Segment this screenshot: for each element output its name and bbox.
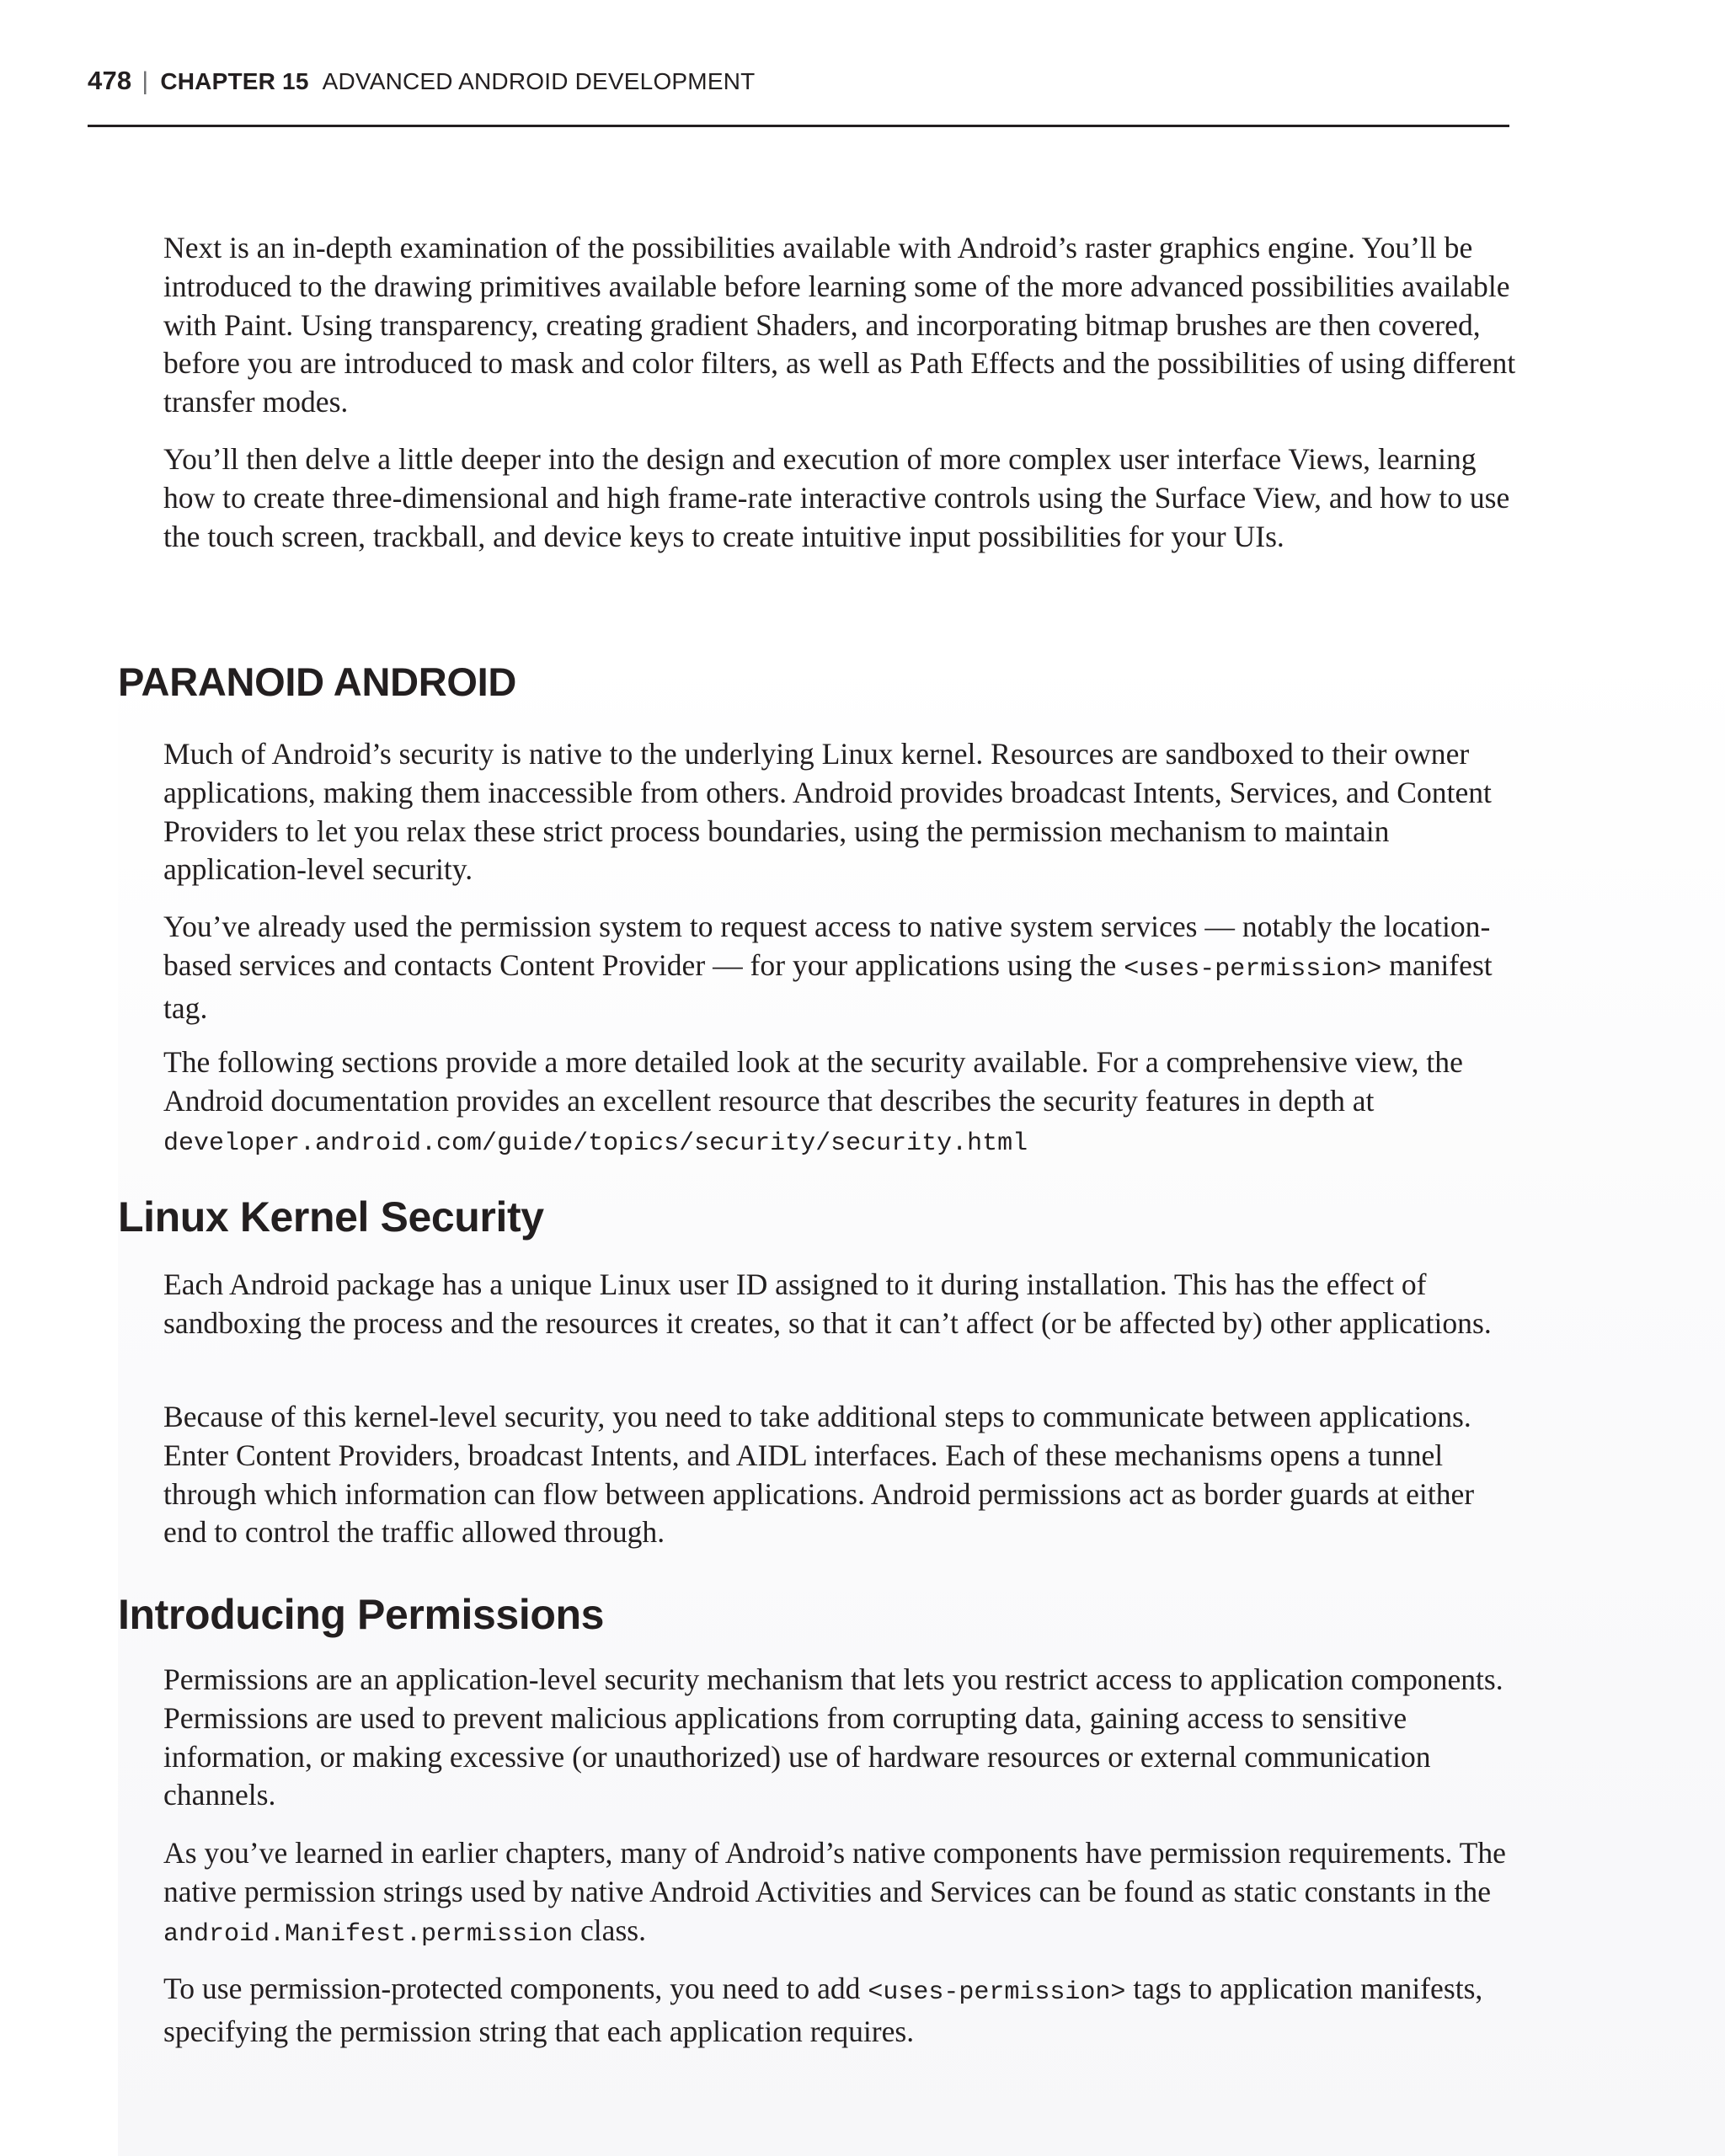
kernel-paragraph-2: Because of this kernel-level security, you need to take additional steps to communicate between applications. Enter Content Providers, broadcast Intents, and AIDL interfaces. Each of these mechanisms opens a tunnel through which information can flow between applications. Android permissions act as border guards at either end to control the traffic allowed through. [163, 1400, 1475, 1550]
subsection-heading-linux-kernel-security: Linux Kernel Security [118, 1193, 544, 1241]
manifest-permission-code: android.Manifest.permission [163, 1919, 574, 1949]
intro-paragraph-1: Next is an in-depth examination of the possibilities available with Android’s raster graphics engine. You’ll be introduced to the drawing primitives available before learning some of the more advanced possibilities available with Paint. Using transparency, creating gradient Shaders, and incorporating bitmap brushes are then covered, before you are introduced to mask and color filters, as well as Path Effects and the possibilities of using different transfer modes. [163, 231, 1516, 419]
section-heading-paranoid-android: PARANOID ANDROID [118, 659, 517, 704]
intro-paragraph-2: You’ll then delve a little deeper into the design and execution of more complex user interface Views, learning how to create three-dimensional and high frame-rate interactive controls using the Surface View, and how to use the touch screen, trackball, and device keys to create intuitive input possibilities for your UIs. [163, 442, 1510, 553]
chapter-label: CHAPTER 15 [160, 68, 309, 94]
page-number: 478 [88, 66, 132, 95]
security-docs-url: developer.android.com/guide/topics/security/security.html [163, 1129, 1028, 1158]
kernel-paragraph-1: Each Android package has a unique Linux user ID assigned to it during installation. This has the effect of sandboxing the process and the resources it creates, so that it can’t affect (or be affected by) other applications. [163, 1267, 1492, 1340]
header-separator: | [142, 67, 149, 95]
header-rule [88, 125, 1509, 127]
chapter-title: ADVANCED ANDROID DEVELOPMENT [322, 68, 756, 94]
paranoid-paragraph-3: The following sections provide a more detailed look at the security available. For a comprehensive view, the Android documentation provides an excellent resource that describes the security features in depth at developer.android.com/guide/topics/security/security.html [163, 1045, 1463, 1158]
uses-permission-code: <uses-permission> [1124, 954, 1382, 984]
uses-permission-tag-code: <uses-permission> [868, 1978, 1126, 2007]
subsection-heading-introducing-permissions: Introducing Permissions [118, 1591, 605, 1638]
running-header [88, 66, 1511, 126]
paranoid-paragraph-2: You’ve already used the permission system to request access to native system services — notably the location-based services and contacts Content Provider — for your applications using the <uses-permission> manifest tag. [163, 910, 1493, 1025]
permissions-paragraph-2: As you’ve learned in earlier chapters, many of Android’s native components have permission requirements. The native permission strings used by native Android Activities and Services can be found as static constants in the android.Manifest.permission class. [163, 1836, 1506, 1949]
permissions-paragraph-3: To use permission-protected components, you need to add <uses-permission> tags to application manifests, specifying the permission string that each application requires. [163, 1972, 1483, 2048]
paranoid-paragraph-1: Much of Android’s security is native to the underlying Linux kernel. Resources are sandboxed to their owner applications, making them inaccessible from others. Android provides broadcast Intents, Services, and Content Providers to let you relax these strict process boundaries, using the permission mechanism to maintain application-level security. [163, 737, 1492, 887]
permissions-paragraph-1: Permissions are an application-level security mechanism that lets you restrict access to application components. Permissions are used to prevent malicious applications from corrupting data, gaining access to sensitive information, or making excessive (or unauthorized) use of hardware resources or external communication channels. [163, 1662, 1503, 1812]
